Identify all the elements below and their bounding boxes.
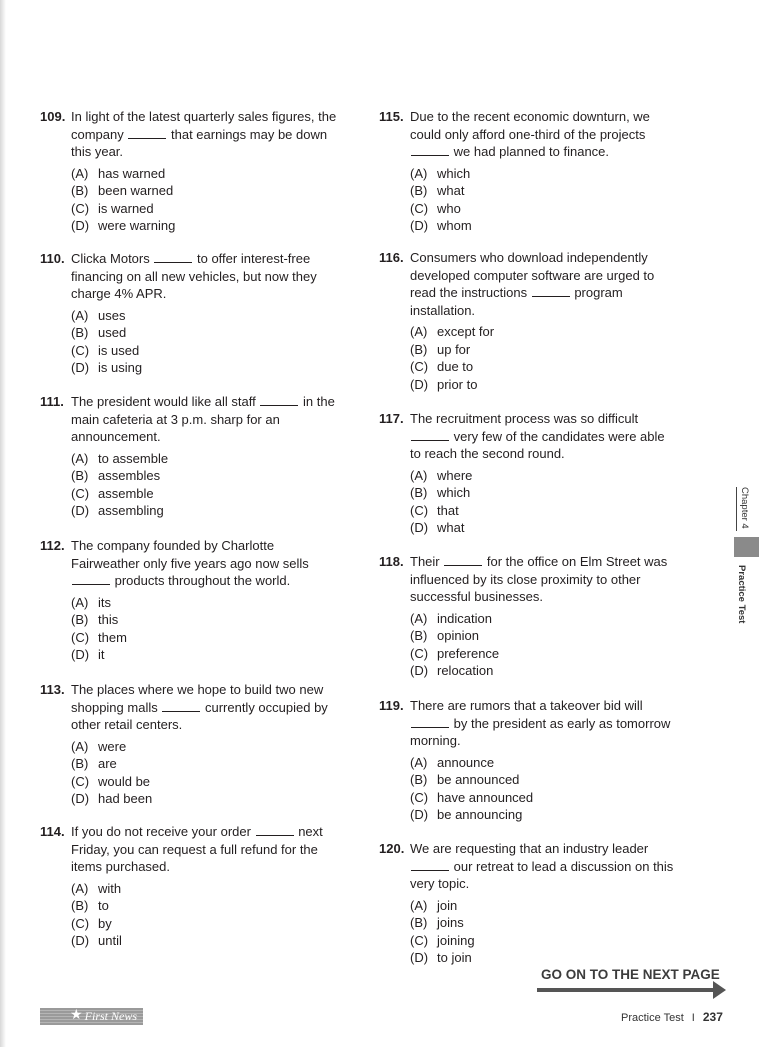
option-text: were: [98, 738, 127, 754]
option-letter: (B): [71, 756, 89, 771]
side-tab: [732, 485, 759, 625]
side-tab-chapter: Chapter 4: [736, 487, 750, 531]
question-number: 114.: [40, 824, 65, 839]
answer-option[interactable]: [410, 949, 679, 967]
stem-before: Consumers who download independently developed computer software are urged to read the instructions: [410, 250, 655, 300]
answer-option[interactable]: [410, 754, 679, 772]
stem-before: We are requesting that an industry leader: [410, 841, 649, 856]
question-number: 110.: [40, 251, 65, 266]
option-text: due to: [437, 359, 474, 374]
answer-option[interactable]: [410, 165, 679, 183]
option-text: them: [98, 629, 127, 645]
answer-blank: [260, 394, 298, 406]
question-number: 109.: [40, 109, 66, 124]
stem-after: to offer interest-free financing on all new vehicles, but now they charge 4% APR.: [71, 251, 317, 301]
question-item: [379, 840, 679, 967]
stem-after: by the president as early as tomorrow morning.: [410, 715, 671, 748]
question-stem: [410, 249, 679, 319]
answer-blank: [154, 251, 192, 263]
question-item: [379, 108, 679, 235]
option-letter: (A): [410, 324, 428, 339]
question-item: [379, 410, 679, 537]
answer-option[interactable]: [71, 307, 340, 325]
stem-after: next Friday, you can request a full refund for the items purchased.: [71, 824, 323, 874]
arrow-head-icon: [713, 981, 726, 999]
answer-option[interactable]: [71, 932, 340, 950]
side-tab-section: Practice Test: [736, 565, 747, 624]
stem-before: If you do not receive your order: [71, 824, 251, 839]
option-letter: (C): [410, 789, 429, 805]
answer-option[interactable]: [71, 773, 340, 791]
option-text: relocation: [437, 663, 494, 678]
question-item: [40, 823, 340, 950]
answer-options: [71, 594, 340, 664]
option-text: is using: [98, 360, 143, 375]
option-text: this: [98, 612, 119, 627]
option-letter: (B): [71, 612, 89, 627]
option-letter: (A): [410, 897, 428, 913]
option-letter: (B): [410, 915, 428, 930]
option-text: announce: [437, 754, 495, 770]
option-letter: (D): [410, 520, 429, 535]
option-letter: (B): [71, 468, 89, 483]
option-text: which: [437, 485, 471, 500]
option-letter: (C): [410, 932, 429, 948]
option-letter: (A): [71, 594, 89, 610]
answer-option[interactable]: [410, 645, 679, 663]
option-text: that: [437, 502, 459, 518]
option-letter: (A): [410, 467, 428, 483]
stem-before: Due to the recent economic downturn, we could only afford one-third of the projects: [410, 109, 650, 142]
answer-options: [410, 610, 679, 680]
option-letter: (C): [71, 915, 90, 931]
option-text: what: [437, 520, 465, 535]
question-stem: [410, 697, 679, 750]
option-letter: (C): [71, 342, 90, 358]
answer-blank: [72, 573, 110, 585]
option-text: what: [437, 183, 465, 198]
answer-blank: [256, 824, 294, 836]
question-item: [40, 250, 340, 377]
question-stem: [410, 840, 679, 893]
stem-before: The company founded by Charlotte Fairweather only five years ago now sells: [71, 538, 309, 571]
next-page-label: GO ON TO THE NEXT PAGE: [541, 967, 720, 982]
answer-option[interactable]: [410, 323, 679, 341]
option-letter: (D): [71, 503, 90, 518]
stem-before: The places where we hope to build two new shopping malls: [71, 682, 324, 715]
option-letter: (C): [410, 359, 429, 374]
option-letter: (C): [410, 502, 429, 518]
page-number: 237: [702, 1010, 723, 1024]
option-text: to assemble: [98, 450, 169, 466]
option-text: where: [437, 467, 473, 483]
option-text: used: [98, 325, 127, 340]
stem-after: program installation.: [410, 285, 623, 318]
answer-option[interactable]: [410, 217, 679, 235]
option-text: assembles: [98, 468, 161, 483]
answer-option[interactable]: [410, 806, 679, 824]
option-letter: (A): [410, 754, 428, 770]
answer-option[interactable]: [71, 629, 340, 647]
option-letter: (C): [410, 200, 429, 216]
stem-before: There are rumors that a takeover bid will: [410, 698, 643, 713]
answer-options: [71, 880, 340, 950]
answer-options: [71, 738, 340, 808]
answer-option[interactable]: [410, 519, 679, 537]
option-text: be announcing: [437, 807, 523, 822]
answer-blank: [162, 700, 200, 712]
answer-blank: [128, 127, 166, 139]
answer-option[interactable]: [71, 200, 340, 218]
option-letter: (C): [71, 485, 90, 501]
answer-option[interactable]: [71, 790, 340, 808]
answer-option[interactable]: [410, 200, 679, 218]
option-letter: (A): [71, 307, 89, 323]
stem-after: in the main cafeteria at 3 p.m. sharp for an announcement.: [71, 394, 335, 444]
stem-after: we had planned to finance.: [453, 144, 610, 159]
answer-option[interactable]: [410, 484, 679, 502]
question-stem: [410, 553, 679, 606]
option-letter: (D): [71, 360, 90, 375]
answer-option[interactable]: [410, 341, 679, 359]
answer-option[interactable]: [410, 502, 679, 520]
answer-blank: [411, 144, 449, 156]
answer-blank: [444, 554, 482, 566]
stem-before: The president would like all staff: [71, 394, 256, 409]
answer-option[interactable]: [71, 165, 340, 183]
answer-options: [71, 165, 340, 235]
answer-option[interactable]: [71, 182, 340, 200]
option-text: to join: [437, 950, 472, 965]
answer-option[interactable]: [71, 217, 340, 235]
option-text: it: [98, 647, 105, 662]
option-letter: (C): [71, 773, 90, 789]
option-text: with: [98, 880, 122, 896]
option-text: are: [98, 756, 117, 771]
question-item: [379, 249, 679, 393]
answer-options: [71, 307, 340, 377]
answer-option[interactable]: [410, 610, 679, 628]
stem-after: our retreat to lead a discussion on this very topic.: [410, 858, 674, 891]
answer-option[interactable]: [410, 771, 679, 789]
question-stem: [71, 537, 340, 590]
answer-options: [71, 450, 340, 520]
option-text: until: [98, 933, 122, 948]
option-text: have announced: [437, 789, 534, 805]
question-stem: [71, 681, 340, 734]
side-tab-marker: [734, 537, 759, 557]
answer-option[interactable]: [71, 738, 340, 756]
option-letter: (A): [71, 738, 89, 754]
option-text: would be: [98, 773, 151, 789]
publisher-logo: [40, 1008, 143, 1025]
option-text: be announced: [437, 772, 520, 787]
option-text: joining: [437, 932, 475, 948]
answer-option[interactable]: [410, 914, 679, 932]
question-item: [40, 393, 340, 520]
scan-edge-shadow: [0, 0, 6, 1047]
answer-option[interactable]: [410, 662, 679, 680]
stem-before: The recruitment process was so difficult: [410, 411, 639, 426]
stem-after: that earnings may be down this year.: [71, 126, 328, 159]
option-letter: (D): [410, 950, 429, 965]
option-letter: (A): [71, 880, 89, 896]
option-letter: (B): [71, 183, 89, 198]
stem-before: Clicka Motors: [71, 251, 150, 266]
question-item: [379, 697, 679, 824]
question-item: [40, 537, 340, 664]
option-letter: (D): [410, 663, 429, 678]
page-footer: [621, 1010, 723, 1024]
footer-section: Practice Test: [621, 1012, 684, 1024]
option-letter: (D): [410, 218, 429, 233]
answer-option[interactable]: [71, 324, 340, 342]
stem-before: In light of the latest quarterly sales figures, the company: [71, 109, 337, 142]
option-text: by: [98, 915, 112, 931]
question-number: 113.: [40, 682, 65, 697]
option-text: prior to: [437, 376, 478, 392]
answer-option[interactable]: [410, 467, 679, 485]
option-letter: (B): [410, 485, 428, 500]
answer-option[interactable]: [71, 502, 340, 520]
answer-option[interactable]: [71, 485, 340, 503]
answer-option[interactable]: [71, 342, 340, 360]
option-letter: (C): [71, 629, 90, 645]
option-letter: (D): [410, 376, 429, 392]
answer-options: [410, 467, 679, 537]
option-letter: (A): [71, 450, 89, 466]
answer-option[interactable]: [71, 594, 340, 612]
stem-after: currently occupied by other retail centers.: [71, 699, 328, 732]
option-letter: (D): [71, 933, 90, 948]
answer-blank: [411, 716, 449, 728]
option-text: its: [98, 594, 111, 610]
footer-separator: I: [691, 1012, 695, 1024]
option-text: opinion: [437, 628, 479, 643]
answer-option[interactable]: [410, 789, 679, 807]
answer-option[interactable]: [71, 880, 340, 898]
option-text: were warning: [98, 218, 176, 233]
question-stem: [410, 410, 679, 463]
option-text: is used: [98, 342, 140, 358]
option-text: up for: [437, 341, 471, 357]
question-item: [40, 108, 340, 235]
option-letter: (C): [71, 200, 90, 216]
option-text: who: [437, 200, 461, 216]
question-stem: [410, 108, 679, 161]
answer-option[interactable]: [71, 450, 340, 468]
option-letter: (D): [71, 647, 90, 662]
answer-option[interactable]: [71, 467, 340, 485]
option-text: is warned: [98, 200, 154, 216]
answer-option[interactable]: [71, 897, 340, 915]
option-text: joins: [437, 915, 464, 930]
answer-option[interactable]: [71, 915, 340, 933]
question-item: [40, 681, 340, 808]
star-icon: ★: [70, 1008, 83, 1023]
option-letter: (A): [71, 165, 89, 181]
option-text: whom: [437, 218, 472, 233]
stem-after: very few of the candidates were able to reach the second round.: [410, 428, 665, 461]
answer-options: [410, 323, 679, 393]
option-text: indication: [437, 610, 492, 626]
question-number: 112.: [40, 538, 65, 553]
option-text: assemble: [98, 485, 154, 501]
question-stem: [71, 393, 340, 446]
answer-option[interactable]: [410, 897, 679, 915]
option-letter: (B): [410, 341, 428, 357]
option-text: assembling: [98, 503, 164, 518]
answer-option[interactable]: [410, 182, 679, 200]
option-letter: (B): [410, 183, 428, 198]
option-text: has warned: [98, 165, 166, 181]
option-letter: (D): [71, 218, 90, 233]
answer-blank: [411, 859, 449, 871]
question-number: 115.: [379, 109, 404, 124]
option-text: been warned: [98, 183, 174, 198]
option-letter: (B): [71, 325, 89, 340]
option-text: except for: [437, 324, 495, 339]
answer-blank: [532, 285, 570, 297]
question-number: 119.: [379, 698, 404, 713]
option-letter: (B): [410, 772, 428, 787]
stem-after: for the office on Elm Street was influenced by its close proximity to other successful businesses.: [410, 554, 668, 604]
answer-options: [410, 754, 679, 824]
question-stem: [71, 823, 340, 876]
option-letter: (D): [71, 791, 90, 806]
option-letter: (B): [410, 628, 428, 643]
answer-option[interactable]: [410, 627, 679, 645]
question-stem: [71, 250, 340, 303]
option-text: preference: [437, 645, 500, 661]
option-letter: (A): [410, 165, 428, 181]
question-number: 111.: [40, 394, 64, 409]
answer-option[interactable]: [71, 359, 340, 377]
question-number: 120.: [379, 841, 405, 856]
question-number: 118.: [379, 554, 404, 569]
answer-option[interactable]: [410, 932, 679, 950]
answer-option[interactable]: [71, 611, 340, 629]
option-text: which: [437, 165, 471, 181]
option-letter: (D): [410, 807, 429, 822]
question-stem: [71, 108, 340, 161]
question-number: 116.: [379, 250, 404, 265]
answer-option[interactable]: [71, 755, 340, 773]
arrow-right-icon: [537, 988, 715, 992]
stem-before: Their: [410, 554, 440, 569]
logo-text: First News: [84, 1009, 137, 1023]
answer-option[interactable]: [410, 376, 679, 394]
option-text: had been: [98, 791, 153, 806]
option-letter: (C): [410, 645, 429, 661]
question-number: 117.: [379, 411, 404, 426]
option-letter: (B): [71, 898, 89, 913]
answer-options: [410, 897, 679, 967]
answer-option[interactable]: [410, 358, 679, 376]
answer-blank: [411, 429, 449, 441]
option-letter: (A): [410, 610, 428, 626]
option-text: join: [437, 897, 458, 913]
option-text: uses: [98, 307, 126, 323]
question-item: [379, 553, 679, 680]
answer-option[interactable]: [71, 646, 340, 664]
stem-after: products throughout the world.: [114, 573, 291, 588]
answer-options: [410, 165, 679, 235]
option-text: to: [98, 898, 109, 913]
